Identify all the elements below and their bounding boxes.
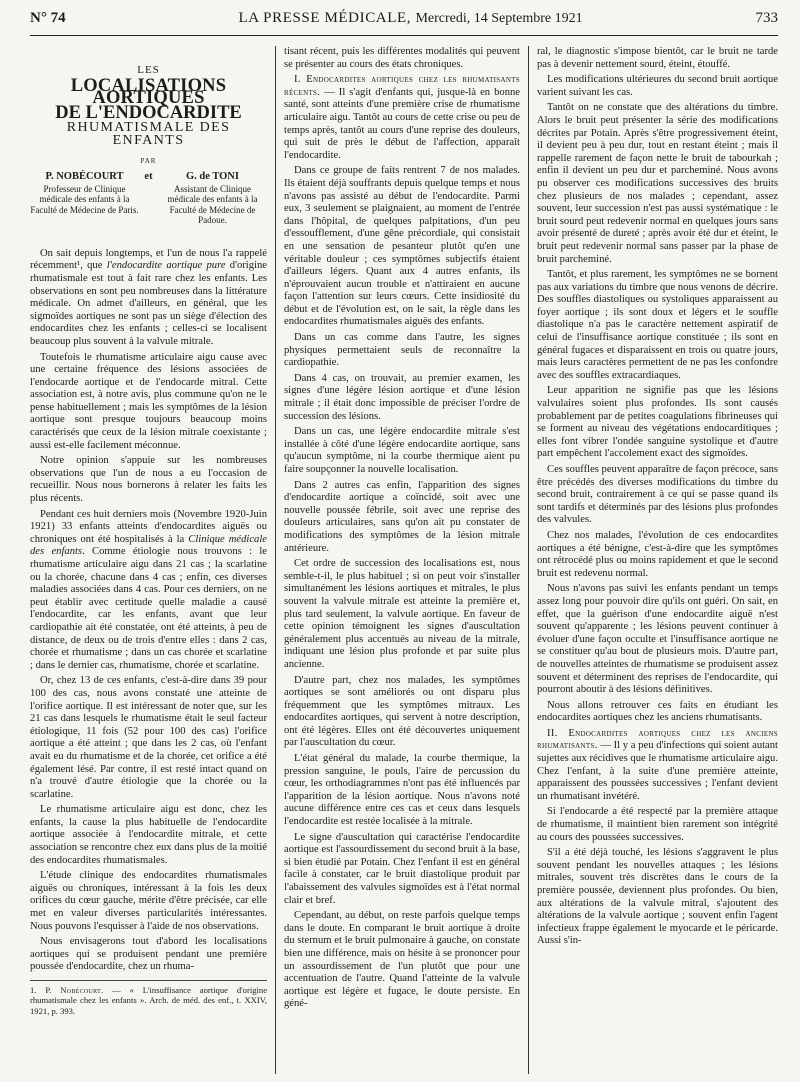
- authors-block: [30, 171, 267, 226]
- issue-number: N° 74: [30, 10, 66, 26]
- paragraph: Dans un cas comme dans l'autre, les signes physiques permettaient seuls de reconnaître la cardiopathie.: [284, 332, 520, 369]
- page-header: [30, 10, 778, 36]
- paragraph: On sait depuis longtemps, et l'un de nous l'a rappelé récemment¹, que l'endocardite aortique pure d'origine rhumatismale est tout à fait rare chez les enfants. Les observations en sont peu nombreuses dans la littérature médicale. On admet d'ailleurs, en général, que les sigmoïdes aortiques ne sont pas un siège d'élection des endocardites chez les enfants ; celles-ci se localisent beaucoup plus souvent à la valvule mitrale.: [30, 247, 267, 347]
- paragraph: Nous envisagerons tout d'abord les localisations aortiques qui se produisent pendant une première poussée d'endocardite, chez un rhuma-: [30, 936, 267, 973]
- article-pretitle: LES: [137, 64, 160, 76]
- paragraph: ral, le diagnostic s'impose bientôt, car le bruit ne tarde pas à devenir nettement sourd, éteint, étouffé.: [537, 46, 778, 70]
- paragraph: Toutefois le rhumatisme articulaire aigu cause avec une certaine fréquence des lésions associées de l'endocarde aortique et de l'endocarde mitral. Cette association est, à notre avis, plus commune qu'on ne le pense habituellement ; mais les symptômes de la lésion aortique sont presque toujours beaucoup moins caractérisés que ceux de la lésion mitrale coexistante ; aussi est-elle facilement méconnue.: [30, 351, 267, 451]
- paragraph: Leur apparition ne signifie pas que les lésions valvulaires soient plus profondes. Ils sont causés probablement par de petites coagulations fibrineuses qui se forment au niveau des végétations endocarditiques ; elles font vibrer l'ondée sanguine systolique et d'autre part empêchent l'accolement exact des sigmoïdes.: [537, 385, 778, 460]
- paragraph: Dans 2 autres cas enfin, l'apparition des signes d'endocardite aortique a coïncidé, soit avec une nouvelle poussée fébrile, soit avec une reprise des douleurs articulaires, sans qu'on ait pu constater de modifications des symptômes de la lésion mitrale antérieure.: [284, 479, 520, 554]
- article-title-line-3: RHUMATISMALE DES ENFANTS: [66, 120, 231, 148]
- paragraph: Pendant ces huit derniers mois (Novembre 1920-Juin 1921) 33 enfants atteints d'endocardites aiguës ou chroniques ont été hospitalisés à la Clinique médicale des enfants. Comme étiologie nous trouvons : le rhumatisme articulaire aigu dans 21 cas ; la scarlatine ou la chorée, chacune dans 4 cas ; enfin, ces diverses maladies associées dans 4 cas. Pour ces derniers, on ne peut établir avec certitude quelle maladie a causé l'endocardite, car les enfants, avant que leur cardiopathie ait été constatée, ont été atteints, à peu de distance, de deux ou de trois d'entre elles : dans 2 cas, chorée et rhumatisme ; dans un cas chorée et scarlatine ; dans le dernier cas, rhumatisme, chorée et scarlatine.: [30, 508, 267, 671]
- author-1-affiliation: Professeur de Clinique médicale des enfants à la Faculté de Médecine de Paris.: [30, 183, 139, 215]
- column-3: [528, 46, 778, 1074]
- paragraph: Dans 4 cas, on trouvait, au premier examen, les signes d'une légère lésion aortique et d'une lésion mitrale ; il était donc impossible de préciser l'ordre de succession des lésions.: [284, 372, 520, 422]
- paragraph: Dans un cas, une légère endocardite mitrale s'est installée à côté d'une légère endocardite aortique, sans qu'aucun symptôme, ni la courbe thermique aient pu faire soupçonner la nouvelle localisation.: [284, 426, 520, 475]
- article-title-line-1: LOCALISATIONS AORTIQUES: [70, 75, 227, 109]
- journal-name: LA PRESSE MÉDICALE,: [238, 10, 412, 26]
- paragraph: L'état général du malade, la courbe thermique, la pression sanguine, le pouls, l'aire de percussion du cœur, les orthodiagrammes n'ont pas été influencés par l'apparition de la lésion aortique. Nous n'avons noté aucune différence entre ces cas et ceux dans lesquels l'endocardite est restée localisée à la mitrale.: [284, 753, 520, 828]
- section-2: II. Endocardites aortiques chez les anciens rhumatisants. — Il y a peu d'infections qui soient autant sujettes aux récidives que le rhumatisme articulaire aigu. Chez l'enfant, à la suite d'une première atteinte, apparaissent des poussées successives ; l'enfant devient un rhumatisant invétéré.: [537, 727, 778, 802]
- paragraph: Ces souffles peuvent apparaître de façon précoce, sans être précédés des diverses modifications du timbre du second bruit, contrairement à ce qui se passe quand ils sont tardifs et déterminés par des lésions plus profondes des valvules.: [537, 464, 778, 526]
- column-1: [30, 46, 275, 1074]
- section-1-title: I. Endocardites aortiques chez les rhumatisants récents.: [284, 74, 520, 98]
- paragraph: Tantôt on ne constate que des altérations du timbre. Alors le bruit peut présenter la série des modifications décrites par Potain. Après s'être progressivement éteint, il devient peu à peu dur, tout en restant éteint ; mais il rappelle rarement de façon nette le bruit de tabourkah ; enfin il devient un peu dur et parcheminé. Nous avons pu observer ces modifications successives des bruits chez plusieurs de nos malades ; cependant, assez souvent, leur succession n'est pas aussi systématique : le bruit sourd peut redevenir normal en quelques jours sans avoir présenté de dureté ; après avoir été dur et éteint, le bruit peut redevenir normal sans passer par la phase de bruit parcheminé.: [537, 102, 778, 265]
- paragraph: Or, chez 13 de ces enfants, c'est-à-dire dans 39 pour 100 des cas, nous avons constaté une atteinte de l'orifice aortique. Il est intéressant de noter que, sur les 21 cas dans lesquels le rhumatisme était le seul facteur étiologique, 11 fois (52 pour 100 des cas) l'orifice aortique a été atteint ; que dans les 2 cas, où l'enfant avait eu du rhumatisme et de la chorée, cet orifice a été également lésé. Par contre, il est resté intact quand on n'a trouvé d'autre étiologie que la chorée ou la scarlatine.: [30, 675, 267, 800]
- section-1: I. Endocardites aortiques chez les rhumatisants récents. — Il s'agit d'enfants qui, jusque-là en bonne santé, sont atteints d'une première crise de rhumatisme articulaire aigu. Tantôt au cours de cette crise ou peu de temps après, tantôt au cours d'une reprise des douleurs, qui suit de près le début de l'affection, apparaît l'endocardite.: [284, 74, 520, 161]
- author-2-name: G. de TONI: [185, 171, 239, 183]
- author-2-affiliation: Assistant de Clinique médicale des enfants à la Faculté de Médecine de Padoue.: [167, 183, 258, 226]
- author-1-name: P. NOBÉCOURT: [45, 171, 124, 183]
- author-1: [30, 171, 139, 226]
- paragraph: Nous n'avons pas suivi les enfants pendant un temps assez long pour pouvoir dire qu'ils ont guéri. On sait, en effet, que la guérison d'une endocardite aiguë n'est souvent qu'apparente ; les lésions peuvent continuer à évoluer d'une façon occulte et l'insuffisance aortique ne se constituer qu'au bout de plusieurs mois. D'autre part, de nouvelles atteintes de rhumatisme se produisent assez souvent et déterminent des reprises de l'endocardite, qui pourront aboutir à des lésions définitives.: [537, 583, 778, 696]
- paragraph: Cet ordre de succession des localisations est, nous semble-t-il, le plus habituel ; si on peut voir s'installer simultanément les lésions aortiques et mitrales, le plus souvent la valvule mitrale est atteinte la première et, plus tard seulement, la valvule aortique. En faveur de cette opinion témoignent les signes d'auscultation généralement plus accentués au niveau de la mitrale, indiquant une lésion plus profonde et par suite plus ancienne.: [284, 558, 520, 670]
- paragraph: Cependant, au début, on reste parfois quelque temps dans le doute. En comparant le bruit aortique à droite du sternum et le bruit pulmonaire à gauche, on constate bien une différence, mais on hésite à se prononcer pour un assourdissement de l'un plutôt que pour une accentuation de l'autre. Quand l'atteinte de la valvule aortique est légère et fugace, le doute persiste. En géné-: [284, 910, 520, 1010]
- paragraph: S'il a été déjà touché, les lésions s'aggravent le plus souvent pendant les nouvelles attaques ; les lésions mitrales, souvent très discrètes dans le cours de la première poussée, deviennent plus profondes. Ou bien, aux altérations de la valvule mitral, s'ajoutent des altérations de la valvule aortique ; souvent enfin l'agent infectieux frappe également le myocarde et le péricarde. Aussi s'in-: [537, 847, 778, 947]
- paragraph: Le signe d'auscultation qui caractérise l'endocardite aortique est l'assourdissement du second bruit à la base, si bien étudié par Potain. Chez l'enfant il est en général facile à constater, car le bruit diastolique produit par l'abaissement des valvules sigmoïdes est à l'état normal clair et bref.: [284, 831, 520, 906]
- journal-title: [238, 10, 582, 27]
- paragraph: Si l'endocarde a été respecté par la première attaque de rhumatisme, il maintient bien rarement son intégrité au cours des poussées successives.: [537, 806, 778, 843]
- paragraph: Chez nos malades, l'évolution de ces endocardites aortiques a été bénigne, c'est-à-dire que les symptômes ont rétrocédé plus ou moins rapidement et que le second bruit est redevenu normal.: [537, 529, 778, 579]
- article-title-line-2: DE L'ENDOCARDITE: [55, 102, 242, 123]
- paragraph: D'autre part, chez nos malades, les symptômes aortiques se sont améliorés ou ont disparu plus fréquemment que les symptômes mitraux. Les endocardites aortiques, qui servent à notre description, ont été légères. Elles ont été découvertes uniquement par l'auscultation du cœur.: [284, 674, 520, 749]
- footnote: 1. P. Nobécourt. — « L'insuffisance aortique d'origine rhumatismale chez les enfants ». Arch. de méd. des enf., t. XXIV, 1921, p. 393.: [30, 980, 267, 1016]
- byline-par: PAR: [140, 156, 157, 165]
- article-heading: [30, 64, 267, 226]
- paragraph: Les modifications ultérieures du second bruit aortique varient suivant les cas.: [537, 74, 778, 98]
- paragraph: Nous allons retrouver ces faits en étudiant les endocardites aortiques chez les anciens rhumatisants.: [537, 699, 778, 724]
- paragraph: Le rhumatisme articulaire aigu est donc, chez les enfants, la cause la plus habituelle de l'endocardite aortique associée à l'endocardite mitrale, et cette association se rencontre chez eux dans plus de la moitié des endocardites rhumatismales.: [30, 804, 267, 866]
- issue-date: Mercredi, 14 Septembre 1921: [415, 11, 583, 26]
- page-number: 733: [755, 10, 778, 26]
- author-2: [158, 171, 267, 226]
- paragraph: L'étude clinique des endocardites rhumatismales aiguës ou chroniques, intéressant à la fois les deux orifices du cœur gauche, mérite d'être précisée, car elle met en valeur diverses particularités intéressantes. Nous pouvons l'esquisser à l'aide de nos observations.: [30, 870, 267, 932]
- paragraph: Dans ce groupe de faits rentrent 7 de nos malades. Ils étaient déjà souffrants depuis quelque temps et nous n'avons pas assisté au début de l'endocardite. Parmi eux, 3 seulement se plaignaient, au moment de l'entrée dans l'hôpital, de quelques palpitations, d'un peu d'essoufflement, d'une gêne précordiale, qui consistait en une sensation de pesanteur plutôt qu'en une véritable douleur ; ces symptômes subjectifs étaient d'ailleurs légers. Quant aux 4 autres enfants, ils n'éprouvaient aucun trouble et n'attiraient en aucune façon l'attention sur leurs cœurs. Cette insidiosité du début et de l'évolution est, on le sait, la règle dans les endocardites rhumatismales aiguës des enfants.: [284, 165, 520, 328]
- section-2-title: II. Endocardites aortiques chez les anciens rhumatisants.: [537, 727, 778, 752]
- text-columns: [30, 46, 778, 1074]
- column-2: [275, 46, 528, 1074]
- authors-conjunction: et: [144, 171, 153, 183]
- paragraph: Tantôt, et plus rarement, les symptômes ne se bornent pas aux variations du timbre que nous venons de décrire. Des souffles diastoliques ou systoliques apparaissent au foyer aortique ; ils sont doux et légers et le souffle diastolique n'a pas le caractère nettement aspiratif de celui de l'insuffisance aortique constituée ; ils sont en général fugaces et disparaissent en trois ou quatre jours, mais leurs caractères permettent de ne pas les confondre avec des souffles extracardiaques.: [537, 269, 778, 381]
- paragraph: tisant récent, puis les différentes modalités qui peuvent se présenter au cours des états chroniques.: [284, 46, 520, 70]
- paragraph: Notre opinion s'appuie sur les nombreuses observations que l'un de nous a eu l'occasion de recueillir. Nous nous bornerons à relater les faits les plus récents.: [30, 455, 267, 505]
